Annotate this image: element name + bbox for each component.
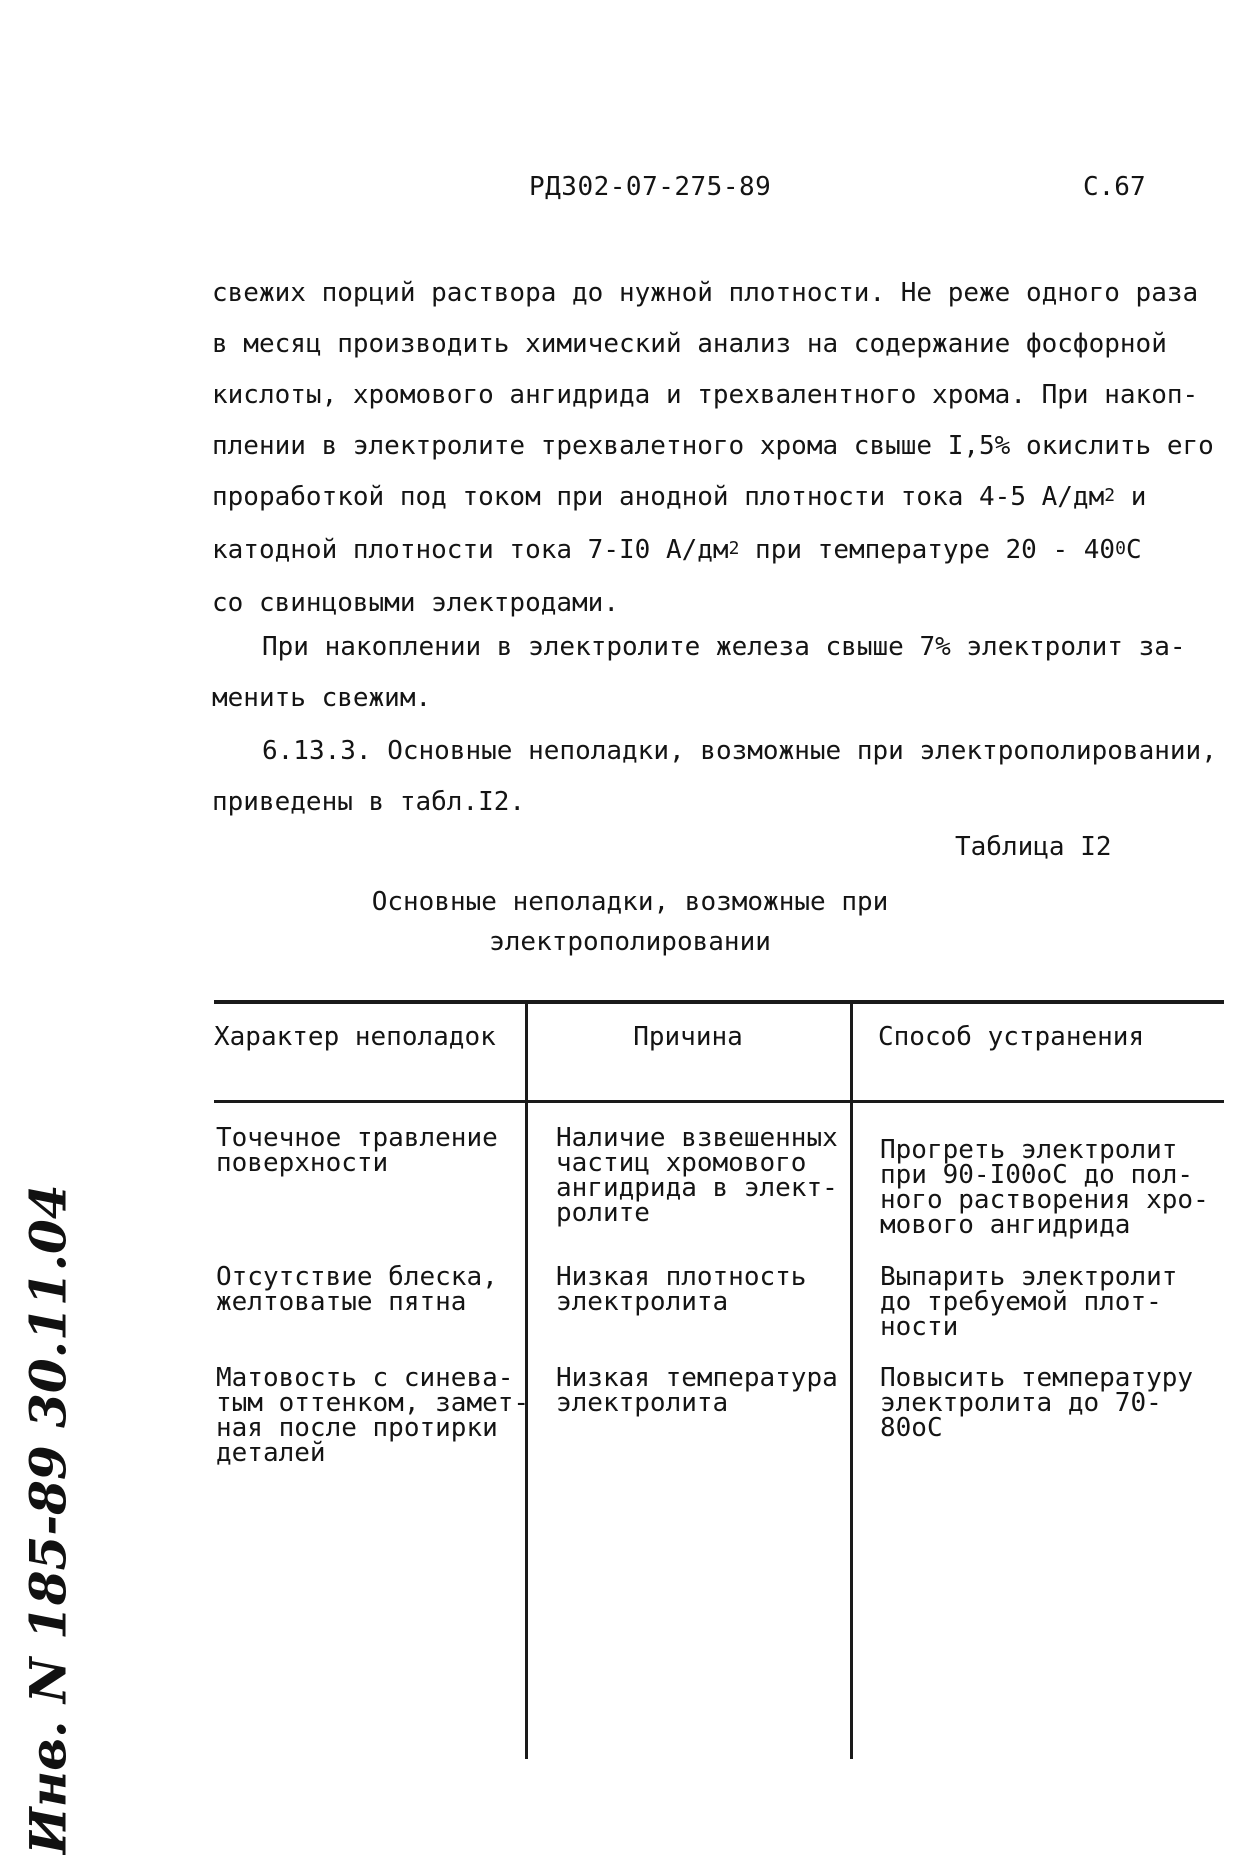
table-cell-remedy: Прогреть электролит при 90-I00оС до пол- ного растворения хро- мового ангидрида [880,1135,1209,1240]
document-code: РД302-07-275-89 [529,172,772,202]
table-cell-remedy: Выпарить электролит до требуемой плот- ности [880,1262,1178,1342]
table-title: Основные неполадки, возможные при электрополировании [371,887,889,957]
column-divider [850,1002,853,1759]
text-line: в месяц производить химический анализ на содержание фосфорной [212,329,1167,359]
text-line: проработкой под током при анодной плотности тока 4-5 $А/дм^2$ и [212,482,1147,512]
page-number: С.67 [1083,172,1146,202]
table-cell-cause: Наличие взвешенных частиц хромового ангидрида в элект- ролите [556,1123,838,1228]
handwritten-inventory-note: Инв. N 185-89 30.11.04 [18,1184,78,1855]
paragraph-section-6-13-3 [212,726,1217,828]
table-cell-cause: Низкая плотность электролита [556,1262,807,1317]
column-header-cause: Причина [633,1022,743,1052]
text-line: менить свежим. [212,683,432,713]
table-top-rule [214,1000,1224,1004]
text-line: со свинцовыми электродами. [212,588,619,618]
paragraph-maintenance [212,268,1214,629]
column-header-remedy: Способ устранения [878,1022,1145,1052]
paragraph-iron-content [212,622,1202,724]
table-cell-defect: Точечное травление поверхности [216,1123,498,1178]
table-cell-defect: Матовость с синева- тым оттенком, замет- ная после протирки деталей [216,1363,530,1468]
table-label: Таблица I2 [955,832,1112,862]
text-line: кислоты, хромового ангидрида и трехвалентного хрома. При накоп- [212,380,1199,410]
column-header-defect: Характер неполадок [214,1022,496,1052]
text-line: свежих порций раствора до нужной плотности. Не реже одного раза [212,278,1199,308]
table-header-rule [214,1100,1224,1103]
table-cell-remedy: Повысить температуру электролита до 70- 80оС [880,1363,1194,1443]
table-cell-cause: Низкая температура электролита [556,1363,838,1418]
text-line: 6.13.3. Основные неполадки, возможные при электрополировании, [262,736,1217,766]
table-cell-defect: Отсутствие блеска, желтоватые пятна [216,1262,498,1317]
text-line: катодной плотности тока 7-I0 $А/дм^2$ при температуре $20 - 40^0С$ [212,535,1142,565]
text-line: приведены в табл.I2. [212,787,526,817]
text-line: При накоплении в электролите железа свыше 7% электролит за- [262,632,1186,662]
text-line: плении в электролите трехвалетного хрома свыше I,5% окислить его [212,431,1214,461]
